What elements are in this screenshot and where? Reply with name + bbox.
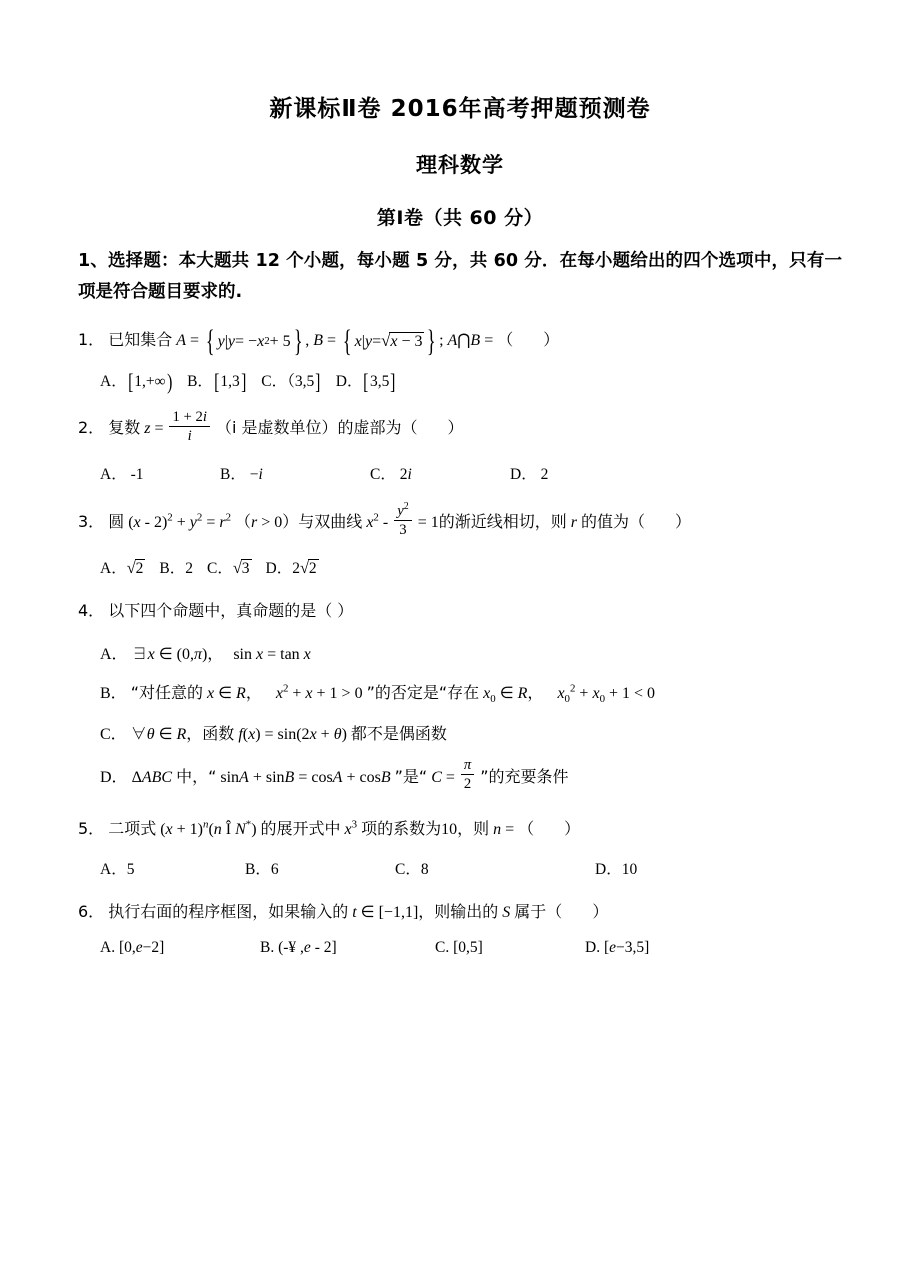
question-6-math: t ∈ [−1,1]，则输出的 S 属于（ ） [352,901,609,921]
option-2-A: A． -1 [100,465,144,483]
question-3-math: $(x - 2)^2 + y^2 = r^2$ （r > 0）与双曲线 $x^2$ - $\frac{y^2}{3}$ = 1的渐近线相切，则 r 的值为（ ） [128,501,692,539]
question-2-math: z = $\frac{1 + 2i}{i}$ [144,420,216,437]
option-5-C: C．8 [395,860,429,878]
question-6-options [100,939,842,957]
question-4-stem: 以下四个命题中，真命题的是（ ） [108,600,354,620]
option-2-D: D． 2 [510,465,549,483]
page-title: 新课标Ⅱ卷 2016年高考押题预测卷 [269,96,651,122]
instruction-paragraph: 1、选择题：本大题共 12 个小题，每小题 5 分，共 60 分．在每小题给出的四个选项中，只有一项是符合题目要求的. [78,251,842,302]
option-3-A: A．√2 [100,558,144,577]
question-5-options [100,857,842,879]
question-3 [78,501,842,542]
option-3-B: B．2 [159,559,193,577]
option-4-A-label: A． [100,645,128,663]
question-1-math: A = { y | y = − x 2 + 5 } , B = { x | y = √x − 3 } ; A⋂B = （ ） [176,324,560,359]
option-1-C: C．（3,5] [261,369,321,395]
question-3-options [100,556,842,578]
question-5-number: 5． [78,819,105,839]
question-5 [78,816,842,843]
option-4-D: D． ΔABC 中，“ sinA + sinB = cosA + cosB ”是“ C = $\frac{\pi}{2}$ ”的充要条件 [100,757,569,793]
question-1 [78,324,842,359]
option-4-C: C． ∀θ ∈ R，函数 f(x) = sin(2x + θ) 都不是偶函数 [100,723,447,743]
question-3-stem-prefix: 圆 [108,511,125,531]
option-5-D: D．10 [595,860,638,878]
question-2-stem-suffix: （i 是虚数单位）的虚部为（ [215,418,418,438]
question-4-number: 4． [78,600,105,620]
question-5-stem-prefix: 二项式 [108,819,157,839]
option-2-C: C． 2i [370,465,412,483]
question-2-number: 2． [78,418,105,438]
question-1-stem-prefix: 已知集合 [108,330,173,350]
option-4-B-label: B． [100,684,127,702]
page-subtitle: 理科数学 [416,153,504,177]
question-2-stem-prefix: 复数 [108,418,141,438]
option-3-C: C．√3 [206,558,250,577]
option-2-B: B． −i [220,465,263,483]
question-3-number: 3． [78,511,105,531]
option-4-D-label: D． [100,768,128,786]
question-5-math: $(x + 1)^n(n$ Î N*) 的展开式中 $x^3$ 项的系数为10，则 n = （ ） [160,818,581,839]
option-6-D: D. [e−3,5] [585,939,650,957]
question-6-stem-prefix: 执行右面的程序框图，如果输入的 [108,901,349,921]
option-1-A: A．[1,+∞) [100,369,172,395]
question-2-options [100,462,842,484]
option-4-C-label: C． [100,725,127,743]
option-5-A: A．5 [100,860,135,878]
option-6-C: C. [0,5] [435,939,483,957]
question-1-options [100,369,842,395]
option-1-B: B．[1,3] [187,369,247,395]
question-2: 2． 复数 z = $\frac{1 + 2i}{i}$ （i 是虚数单位）的虚部为（ ） [78,409,464,444]
option-4-A: A． ∃x ∈ (0,π)， sin x = tan x [100,645,311,663]
question-4 [78,598,842,625]
option-1-D: D．[3,5] [335,369,396,395]
question-6 [78,899,842,926]
option-6-B: B. (-¥ ,e - 2] [260,939,337,957]
option-5-B: B．6 [245,860,279,878]
option-4-B: B． “对任意的 x ∈ R， $x^2 + x + 1 > 0$ ”的否定是“存在 $x_0$ ∈ R， $x_0^2 + x_0 + 1 < 0$ [100,682,656,705]
option-6-A: A. [0,e−2] [100,939,165,957]
option-3-D: D．2√2 [265,558,317,577]
section-heading: 第Ⅰ卷（共 60 分） [376,207,544,229]
question-6-number: 6． [78,901,105,921]
question-1-number: 1． [78,330,105,350]
